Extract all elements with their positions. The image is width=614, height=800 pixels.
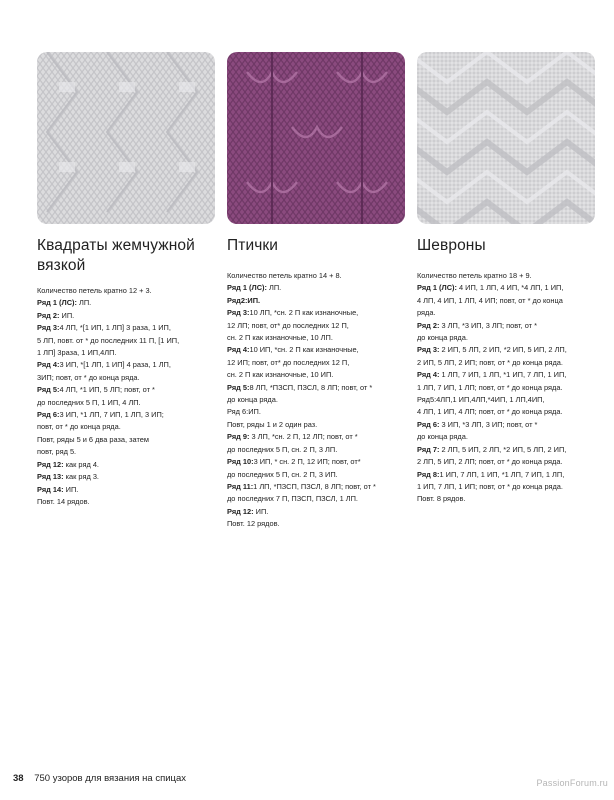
pattern-title-2: Птички: [227, 237, 279, 254]
instruction-line: [227, 369, 405, 381]
row-text: ЛП.: [76, 298, 92, 308]
row-label: Ряд 3:: [37, 323, 60, 333]
instruction-line: [37, 397, 215, 409]
row-label: Ряд 5:: [227, 382, 250, 392]
row-label: Ряд 14:: [37, 484, 64, 494]
row-text: Ряд 6:ИП.: [227, 407, 261, 417]
row-text: до конца ряда.: [417, 432, 468, 442]
chevrons-swatch: [417, 52, 595, 224]
row-text: ИП.: [59, 310, 75, 320]
row-label: Ряд 7:: [417, 444, 440, 454]
row-label: Ряд 3:: [227, 308, 250, 318]
row-text: ИП.: [253, 506, 269, 516]
row-text: Повт, ряды 1 и 2 один раз.: [227, 419, 318, 429]
instruction-line: [417, 419, 597, 431]
row-label: Ряд 4:: [227, 345, 250, 355]
instruction-line: [37, 484, 215, 496]
row-text: 10 ЛП, *сн. 2 П как изнаночные,: [249, 308, 359, 318]
row-label: Ряд 6:: [417, 419, 440, 429]
instruction-line: [37, 384, 215, 396]
instruction-line: [227, 506, 405, 518]
instruction-line: [37, 297, 215, 309]
row-label: Ряд 12:: [37, 459, 64, 469]
instruction-line: [417, 469, 597, 481]
row-text: повт, от * до конца ряда.: [37, 422, 121, 432]
row-text: 12 ЛП; повт, от* до последних 12 П,: [227, 320, 349, 330]
instruction-line: [417, 382, 597, 394]
birds-swatch: [227, 52, 405, 224]
instruction-line: [417, 431, 597, 443]
row-text: 2 ЛП, 5 ИП, 2 ЛП; повт, от * до конца ряда.: [417, 457, 563, 467]
row-text: 2 ИП, 5 ЛП, 2 ИП, *2 ИП, 5 ИП, 2 ЛП,: [439, 345, 567, 355]
instruction-line: [37, 335, 215, 347]
pattern-swatch-image-1: [37, 52, 215, 224]
instruction-line: [227, 344, 405, 356]
instruction-line: [417, 493, 597, 505]
row-text: Количество петель кратно 12 + 3.: [37, 286, 152, 295]
instruction-line: [227, 481, 405, 493]
row-text: 8 ЛП, *ПЗСП, ПЗСЛ, 8 ЛП; повт, от *: [249, 382, 373, 392]
book-title: 750 узоров для вязания на спицах: [34, 773, 187, 784]
row-text: 3 ИП, *3 ЛП, 3 ИП; повт, от *: [439, 419, 538, 429]
instruction-line: [417, 369, 597, 381]
instruction-line: [227, 382, 405, 394]
row-label: Ряд 11:: [227, 481, 254, 491]
row-text: 1 ИП, 7 ЛП, 1 ИП; повт, от * до конца ряда.: [417, 481, 563, 491]
pearl-squares-swatch: [37, 52, 215, 224]
row-label: Ряд 8:: [417, 469, 440, 479]
row-label: Ряд 2:: [417, 320, 440, 330]
instruction-line: [227, 282, 405, 294]
row-label: Ряд 5:: [37, 385, 60, 395]
instruction-line: [227, 493, 405, 505]
instruction-line: [417, 320, 597, 332]
instruction-line: [37, 446, 215, 458]
row-label: Ряд 12:: [227, 506, 254, 516]
row-text: Повт. 14 рядов.: [37, 496, 90, 506]
instruction-line: [417, 270, 597, 282]
row-text: 3 ЛП, *сн. 2 П, 12 ЛП; повт, от *: [249, 432, 358, 442]
instruction-line: [37, 359, 215, 371]
row-text: 1 ЛП, 7 ИП, 1 ЛП, *1 ИП, 7 ЛП, 1 ИП,: [439, 370, 567, 380]
row-text: до последних 5 П, 1 ИП, 4 ЛП.: [37, 397, 141, 407]
instruction-line: [417, 357, 597, 369]
watermark: PassionForum.ru: [536, 778, 608, 788]
instruction-line: [417, 444, 597, 456]
row-text: 3 ИП, * сн. 2 П, 12 ИП; повт, от*: [253, 457, 361, 467]
instruction-line: [37, 496, 215, 508]
instruction-line: [37, 459, 215, 471]
instruction-line: [227, 307, 405, 319]
instruction-line: [417, 456, 597, 468]
instruction-line: [227, 431, 405, 443]
instruction-line: [227, 270, 405, 282]
row-text: Повт. 8 рядов.: [417, 494, 466, 504]
instruction-line: [37, 322, 215, 334]
instruction-line: [37, 434, 215, 446]
row-text: 3 ИП, *1 ЛП, 7 ИП, 1 ЛП, 3 ИП;: [59, 410, 164, 420]
row-text: 1 ЛП, 7 ИП, 1 ЛП; повт, от * до конца ряда.: [417, 382, 563, 392]
row-text: 12 ИП; повт, от* до последних 12 П,: [227, 357, 350, 367]
row-text: 2 ИП, 5 ЛП, 2 ИП; повт, от * до конца ряда.: [417, 357, 563, 367]
instruction-line: [417, 295, 597, 307]
instruction-line: [227, 406, 405, 418]
row-text: до конца ряда.: [417, 333, 468, 343]
pattern-swatch-image-3: [417, 52, 595, 224]
instruction-line: [417, 406, 597, 418]
row-text: 10 ИП, *сн. 2 П как изнаночные,: [249, 345, 359, 355]
row-text: 3 ИП, *[1 ЛП, 1 ИП] 4 раза, 1 ЛП,: [59, 360, 171, 370]
row-label: Ряд 4:: [417, 370, 440, 380]
row-label: Ряд2:ИП.: [227, 295, 261, 305]
instruction-line: [37, 471, 215, 483]
instruction-line: [417, 282, 597, 294]
row-label: Ряд 10:: [227, 457, 254, 467]
row-text: 4 ЛП, 1 ИП, 4 ЛП; повт, от * до конца ряда.: [417, 407, 563, 417]
row-text: как ряд 4.: [63, 459, 99, 469]
row-text: Количество петель кратно 18 + 9.: [417, 271, 532, 280]
instruction-line: [37, 421, 215, 433]
instruction-line: [227, 394, 405, 406]
pattern-instructions-2: [227, 270, 405, 531]
row-text: повт, ряд 5.: [37, 447, 77, 457]
row-text: 3ИП; повт, от * до конца ряда.: [37, 372, 140, 382]
instruction-line: [227, 295, 405, 307]
row-label: Ряд 6:: [37, 410, 60, 420]
instruction-line: [227, 357, 405, 369]
instruction-line: [417, 481, 597, 493]
row-text: сн. 2 П как изнаночные, 10 ИП.: [227, 370, 334, 380]
instruction-line: [417, 307, 597, 319]
pattern-title-1: Квадраты жемчужной вязкой: [37, 237, 195, 274]
pattern-swatch-image-2: [227, 52, 405, 224]
page-number: 38: [13, 773, 24, 784]
page-footer: [13, 773, 186, 784]
instruction-line: [417, 394, 597, 406]
instruction-line: [227, 419, 405, 431]
row-text: 4 ЛП, *[1 ИП, 1 ЛП] 3 раза, 1 ИП,: [59, 323, 171, 333]
row-label: Ряд 9:: [227, 432, 250, 442]
instruction-line: [227, 456, 405, 468]
row-text: 4 ЛП, *1 ИП, 5 ЛП; повт, от *: [59, 385, 155, 395]
row-text: до последних 5 П, сн. 2 П, 3 ИП.: [227, 469, 338, 479]
row-text: 5 ЛП, повт. от * до последних 11 П, [1 ИП,: [37, 335, 180, 345]
row-text: 1 ЛП] 3раза, 1 ИП,4ЛП.: [37, 348, 117, 358]
row-text: как ряд 3.: [63, 472, 99, 482]
row-label: Ряд 4:: [37, 360, 60, 370]
row-text: 2 ЛП, 5 ИП, 2 ЛП, *2 ИП, 5 ЛП, 2 ИП,: [439, 444, 567, 454]
pattern-title-3: Шевроны: [417, 237, 486, 254]
row-label: Ряд 1 (ЛС):: [417, 283, 457, 293]
instruction-line: [37, 310, 215, 322]
row-label: Ряд 1 (ЛС):: [227, 283, 267, 293]
row-text: 1 ИП, 7 ЛП, 1 ИП, *1 ЛП, 7 ИП, 1 ЛП,: [439, 469, 565, 479]
instruction-line: [227, 320, 405, 332]
row-text: Количество петель кратно 14 + 8.: [227, 271, 342, 280]
row-text: Ряд5:4ЛП,1 ИП,4ЛП,*4ИП, 1 ЛП,4ИП,: [417, 395, 545, 405]
instruction-line: [37, 285, 215, 297]
instruction-line: [227, 332, 405, 344]
row-label: Ряд 2:: [37, 310, 60, 320]
row-text: до конца ряда.: [227, 395, 278, 405]
instruction-line: [37, 409, 215, 421]
pattern-instructions-3: [417, 270, 597, 506]
pattern-instructions-1: [37, 285, 215, 508]
row-text: 4 ИП, 1 ЛП, 4 ИП, *4 ЛП, 1 ИП,: [456, 283, 564, 293]
row-text: сн. 2 П как изнаночные, 10 ЛП.: [227, 333, 333, 343]
row-text: до последних 5 П, сн. 2 П, 3 ЛП.: [227, 444, 338, 454]
instruction-line: [227, 444, 405, 456]
row-label: Ряд 1 (ЛС):: [37, 298, 77, 308]
row-text: Повт, ряды 5 и 6 два раза, затем: [37, 434, 149, 444]
row-label: Ряд 3:: [417, 345, 440, 355]
row-text: 1 ЛП, *ПЗСП, ПЗСЛ, 8 ЛП; повт, от *: [253, 481, 376, 491]
row-text: 3 ЛП, *3 ИП, 3 ЛП; повт, от *: [439, 320, 537, 330]
instruction-line: [37, 347, 215, 359]
instruction-line: [227, 518, 405, 530]
instruction-line: [417, 332, 597, 344]
row-label: Ряд 13:: [37, 472, 64, 482]
instruction-line: [417, 344, 597, 356]
instruction-line: [227, 469, 405, 481]
row-text: Повт. 12 рядов.: [227, 519, 280, 529]
row-text: ИП.: [63, 484, 79, 494]
instruction-line: [37, 372, 215, 384]
row-text: ряда.: [417, 308, 436, 318]
row-text: ЛП.: [266, 283, 282, 293]
row-text: до последних 7 П, ПЗСП, ПЗСЛ, 1 ЛП.: [227, 494, 358, 504]
row-text: 4 ЛП, 4 ИП, 1 ЛП, 4 ИП; повт, от * до конца: [417, 295, 563, 305]
